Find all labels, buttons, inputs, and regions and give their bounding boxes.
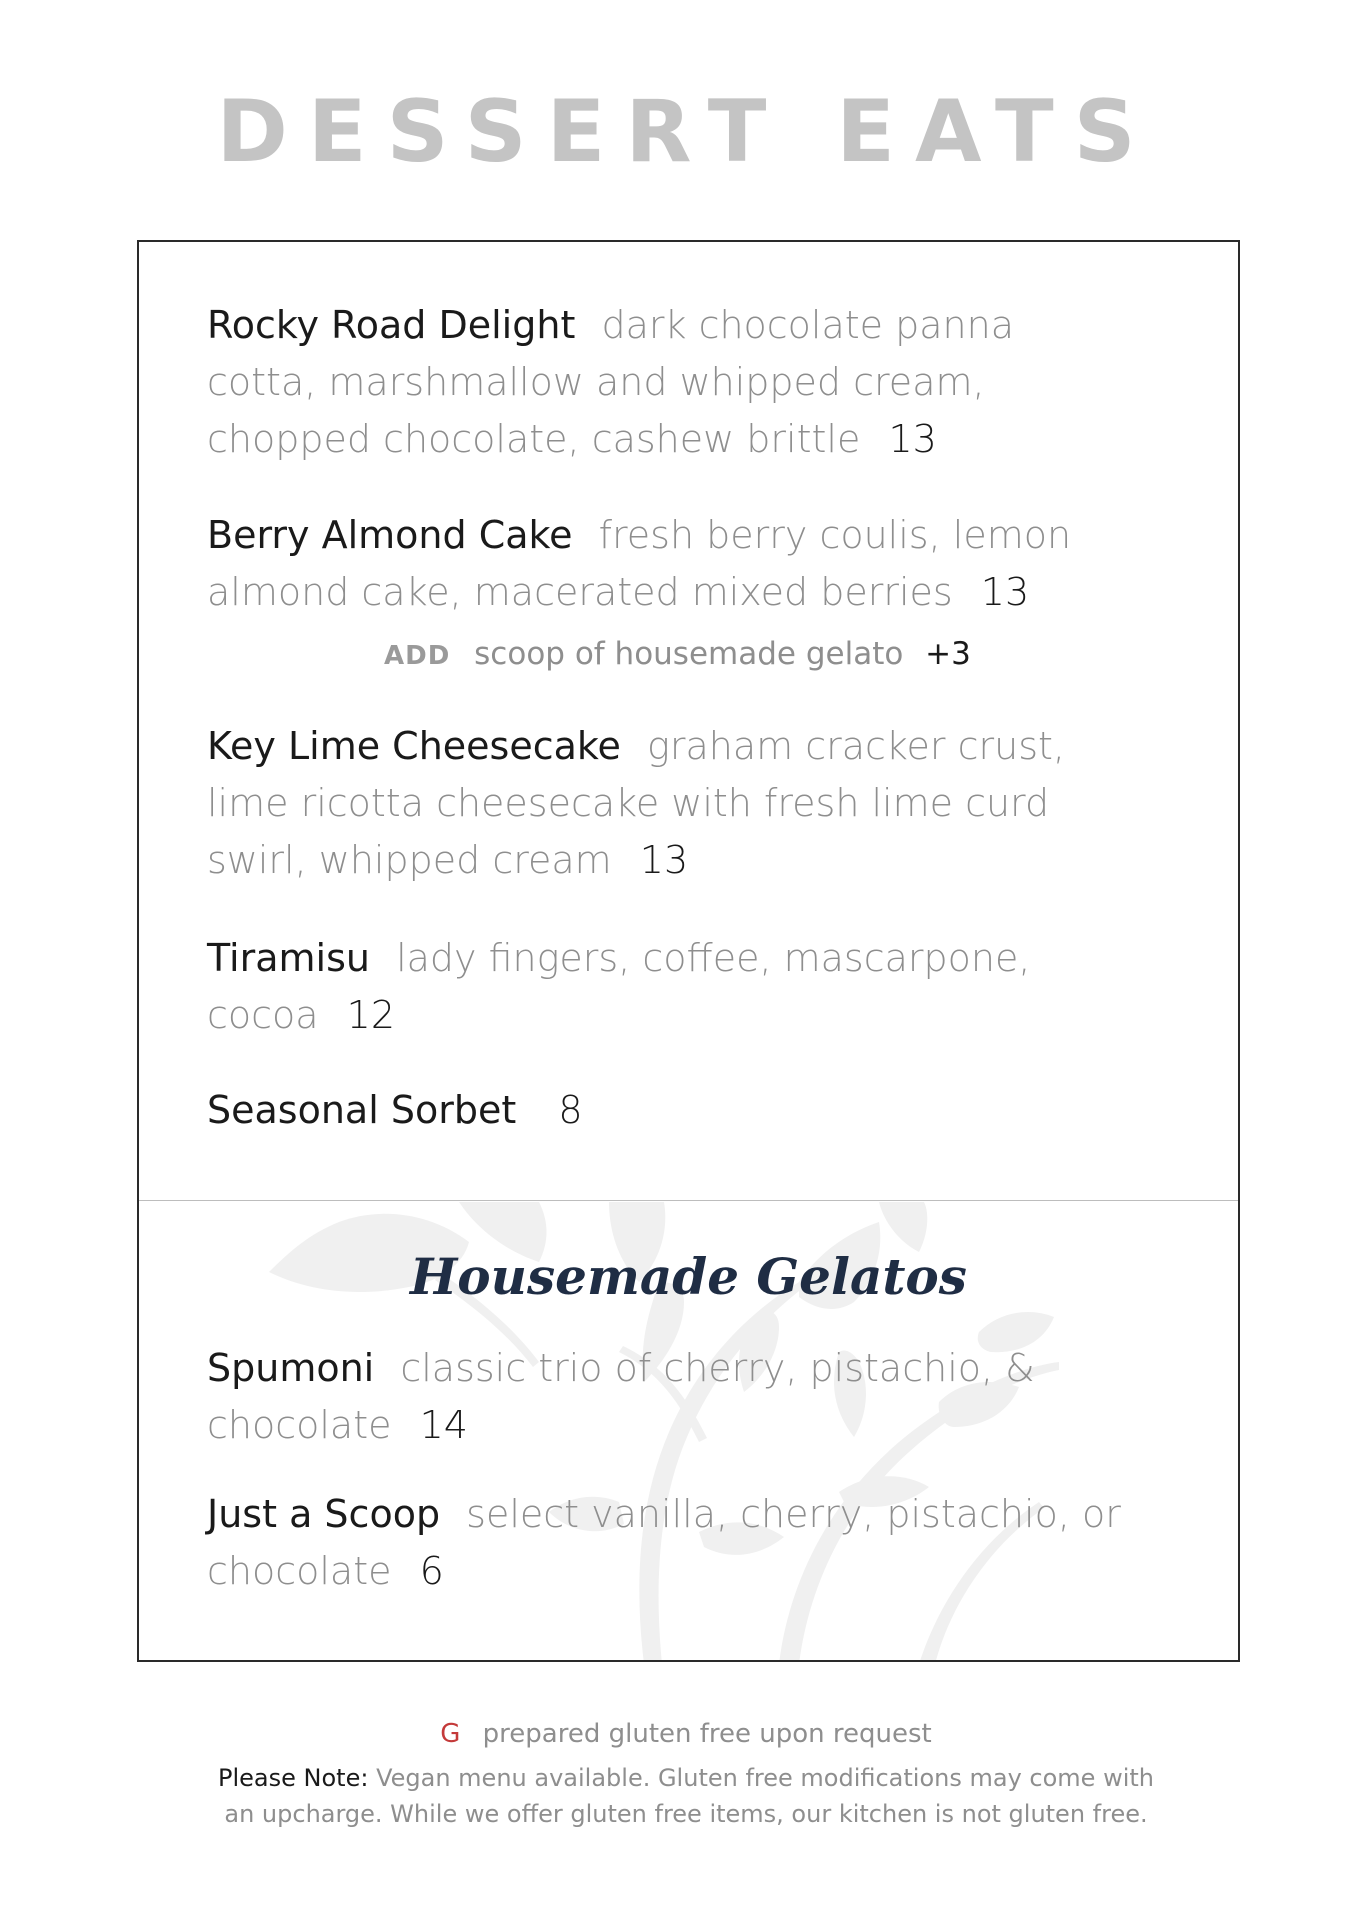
footer-note <box>200 1760 1172 1832</box>
item-price: 12 <box>346 993 396 1037</box>
item-description: classic trio of cherry, pistachio, & <box>400 1346 1035 1390</box>
gluten-free-mark: G <box>440 1719 461 1749</box>
addon-gelato <box>384 632 971 678</box>
note-label: Please Note: <box>218 1764 369 1792</box>
menu-title: DESSERT EATS <box>216 82 1156 182</box>
item-description-continued: chocolate <box>207 1403 392 1447</box>
menu-item-key-lime-cheesecake <box>207 718 1107 889</box>
item-price: 13 <box>888 417 937 461</box>
item-name: Rocky Road Delight <box>207 303 576 347</box>
addon-label: ADD <box>384 641 451 671</box>
menu-item-berry-almond-cake <box>207 507 1107 621</box>
menu-item-just-a-scoop <box>207 1486 1187 1600</box>
addon-text: scoop of housemade gelato <box>474 636 904 672</box>
item-price: 8 <box>558 1088 583 1132</box>
item-description: select vanilla, cherry, pistachio, or <box>466 1492 1121 1536</box>
gluten-free-text: prepared gluten free upon request <box>482 1719 932 1749</box>
item-name: Spumoni <box>207 1346 375 1390</box>
item-price: 13 <box>980 570 1030 614</box>
item-price: 6 <box>419 1549 444 1593</box>
menu-item-tiramisu <box>207 930 1107 1044</box>
item-description: dark chocolate panna cotta, marshmallow and whipped cream, chopped chocolate, cashew brittle <box>207 303 1014 461</box>
menu-box <box>137 240 1240 1662</box>
item-name: Berry Almond Cake <box>207 513 573 557</box>
item-description: fresh berry coulis, lemon almond cake, macerated mixed berries <box>207 513 1072 614</box>
gelatos-heading: Housemade Gelatos <box>410 1247 967 1306</box>
menu-item-seasonal-sorbet <box>207 1082 1107 1139</box>
addon-price: +3 <box>925 636 971 672</box>
item-price: 13 <box>639 838 689 882</box>
item-name: Seasonal Sorbet <box>207 1088 517 1132</box>
item-description: graham cracker crust, lime ricotta cheesecake with fresh lime curd swirl, whipped cream <box>207 724 1066 882</box>
section-divider <box>139 1200 1238 1201</box>
item-name: Key Lime Cheesecake <box>207 724 621 768</box>
menu-item-rocky-road-delight <box>207 297 1107 468</box>
item-description-continued: chocolate <box>207 1549 392 1593</box>
item-name: Just a Scoop <box>207 1492 441 1536</box>
item-price: 14 <box>419 1403 468 1447</box>
gluten-free-legend <box>0 1716 1372 1752</box>
menu-item-spumoni <box>207 1340 1107 1454</box>
note-text: Vegan menu available. Gluten free modifications may come with an upcharge. While we offer gluten free items, our kitchen is not gluten free. <box>224 1764 1154 1828</box>
item-description: lady fingers, coffee, mascarpone, cocoa <box>207 936 1031 1037</box>
item-name: Tiramisu <box>207 936 370 980</box>
